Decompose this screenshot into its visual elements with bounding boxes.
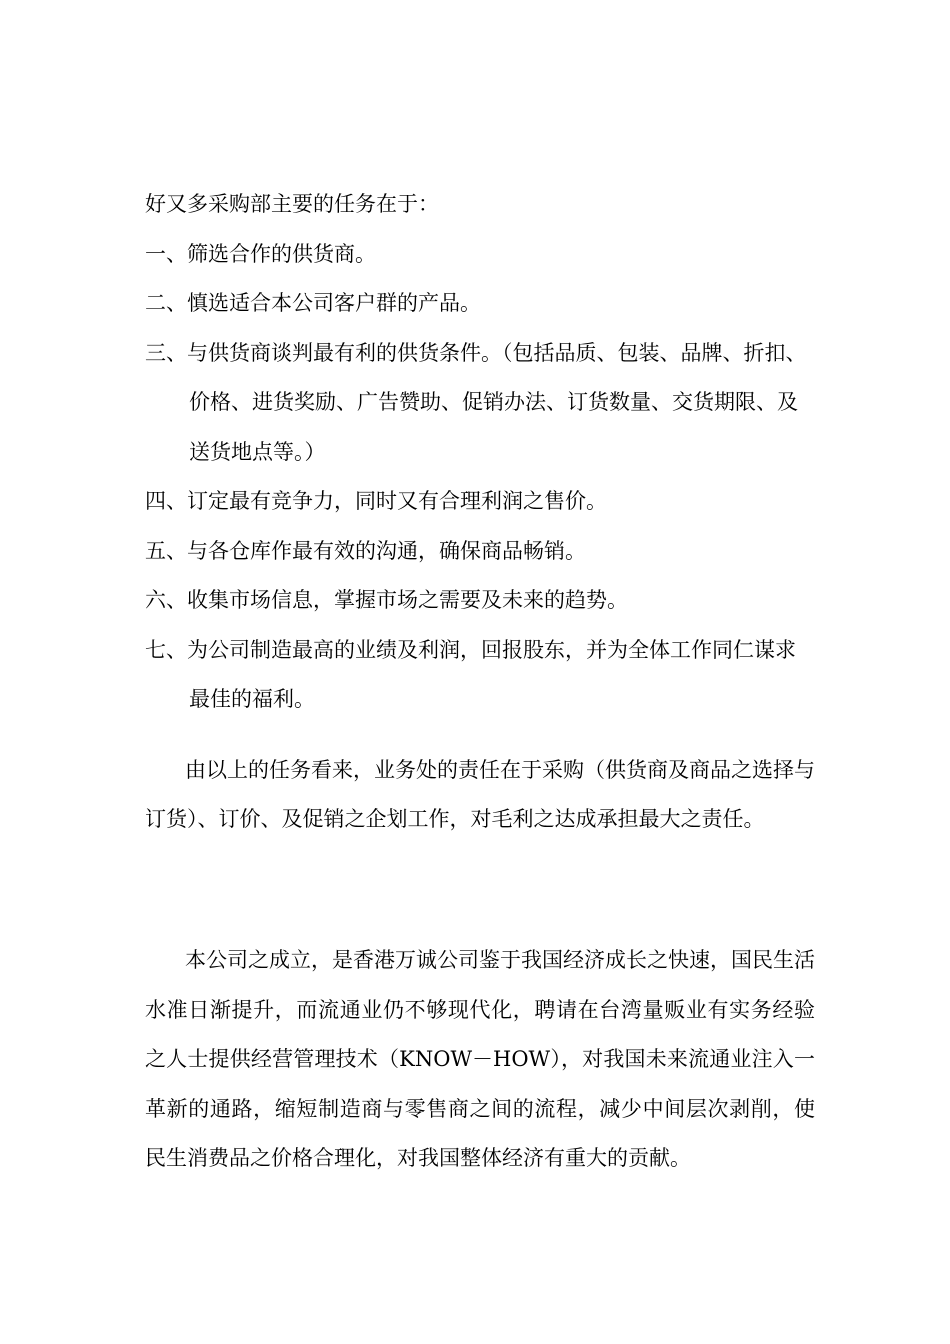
document-body [145,180,815,1205]
task-item-3: 三、与供货商谈判最有利的供货条件。（包括品质、包装、品牌、折扣、价格、进货奖励、广告赞助、促销办法、订货数量、交货期限、及送货地点等。） [145,340,807,464]
paragraph-gap [145,866,815,916]
task-item-6: 六、收集市场信息，掌握市场之需要及未来的趋势。 [145,588,628,612]
task-item-4: 四、订定最有竞争力，同时又有合理利润之售价。 [145,489,607,513]
task-item-7: 七、为公司制造最高的业绩及利润，回报股东，并为全体工作同仁谋求最佳的福利。 [145,637,796,711]
task-item-2: 二、慎选适合本公司客户群的产品。 [145,291,481,315]
task-item-1: 一、筛选合作的供货商。 [145,241,376,266]
summary-paragraph: 由以上的任务看来，业务处的责任在于采购（供货商及商品之选择与订货）、订价、及促销之企划工作，对毛利之达成承担最大之责任。 [145,757,815,831]
intro-line: 好又多采购部主要的任务在于： [145,192,439,216]
task-item-5: 五、与各仓库作最有效的沟通，确保商品畅销。 [145,538,586,563]
background-paragraph: 本公司之成立，是香港万诚公司鉴于我国经济成长之快速，国民生活水准日渐提升，而流通业仍不够现代化，聘请在台湾量贩业有实务经验之人士提供经营管理技术（KNOW－HOW），对我国未来流通业注入一革新的通路，缩短制造商与零售商之间的流程，减少中间层次剥削，使民生消费品之价格合理化，对我国整体经济有重大的贡献。 [145,948,815,1170]
